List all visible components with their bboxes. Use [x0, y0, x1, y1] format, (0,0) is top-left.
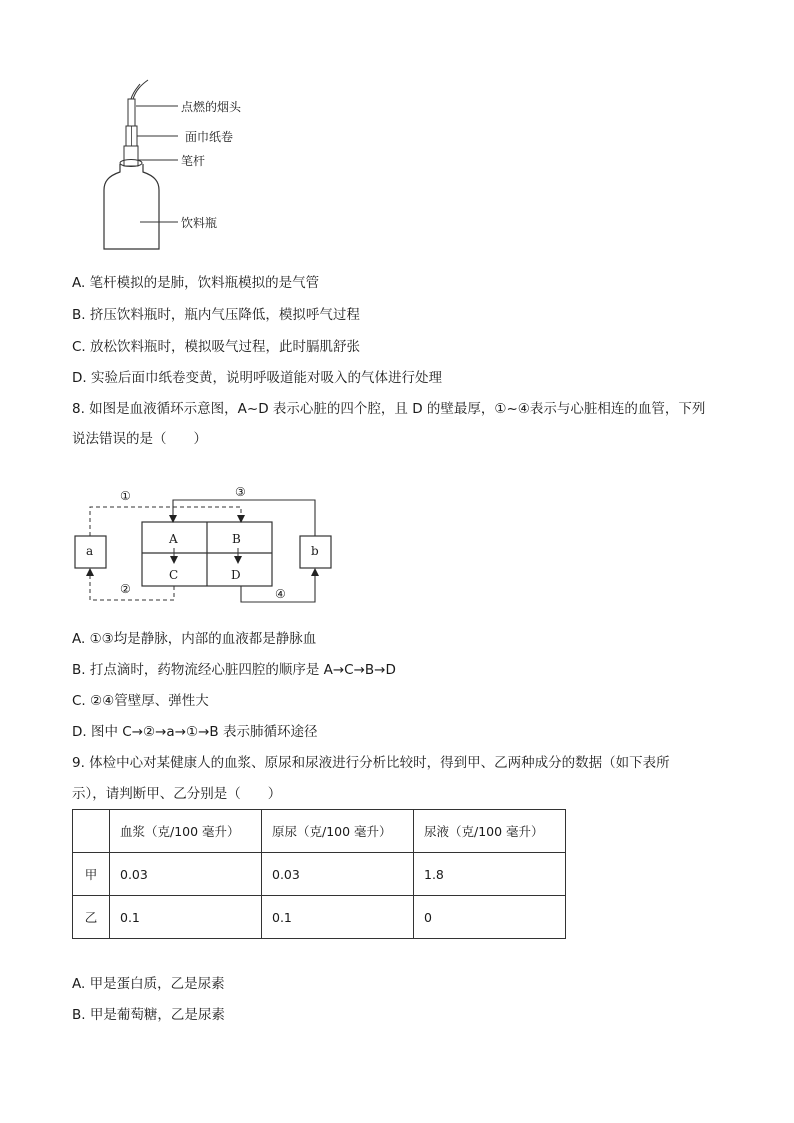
vessel-1-label: ① — [120, 489, 131, 503]
table-cell: 0 — [414, 896, 566, 939]
table-header-cell: 血浆（克/100 毫升） — [110, 810, 262, 853]
chamber-B: B — [232, 532, 241, 546]
label-tissue-roll: 面巾纸卷 — [185, 130, 234, 144]
vessel-3-label: ③ — [235, 485, 246, 499]
table-cell: 1.8 — [414, 853, 566, 896]
q8-option-b: B. 打点滴时，药物流经心脏四腔的顺序是 A→C→B→D — [72, 662, 396, 678]
q9-option-b: B. 甲是葡萄糖，乙是尿素 — [72, 1007, 225, 1023]
q7-option-d: D. 实验后面巾纸卷变黄，说明呼吸道能对吸入的气体进行处理 — [72, 370, 442, 386]
table-cell: 0.1 — [110, 896, 262, 939]
comparison-table — [72, 809, 566, 939]
label-pen-tube: 笔杆 — [181, 154, 206, 168]
q9-option-a: A. 甲是蛋白质，乙是尿素 — [72, 976, 225, 992]
table-cell: 乙 — [73, 896, 110, 939]
table-row — [73, 853, 566, 896]
q8-stem-line1: 8. 如图是血液循环示意图，A~D 表示心脏的四个腔，且 D 的壁最厚，①~④表示与心脏相连的血管，下列 — [72, 401, 706, 417]
table-cell: 甲 — [73, 853, 110, 896]
label-cigarette: 点燃的烟头 — [181, 100, 242, 114]
q8-option-d: D. 图中 C→②→a→①→B 表示肺循环途径 — [72, 724, 318, 740]
q9-stem-line2: 示），请判断甲、乙分别是（ ） — [72, 786, 282, 802]
table-cell: 0.03 — [262, 853, 414, 896]
q7-option-a: A. 笔杆模拟的是肺，饮料瓶模拟的是气管 — [72, 275, 320, 291]
q8-option-a: A. ①③均是静脉，内部的血液都是静脉血 — [72, 631, 317, 647]
table-header-cell: 尿液（克/100 毫升） — [414, 810, 566, 853]
table-cell: 0.1 — [262, 896, 414, 939]
chamber-A: A — [169, 532, 178, 546]
chamber-D: D — [231, 568, 241, 582]
q8-stem-line2: 说法错误的是（ ） — [72, 431, 207, 447]
label-bottle: 饮料瓶 — [181, 216, 218, 230]
node-a: a — [86, 544, 94, 558]
node-b: b — [311, 544, 319, 558]
table-header-cell: 原尿（克/100 毫升） — [262, 810, 414, 853]
vessel-4-label: ④ — [275, 587, 286, 601]
q7-option-b: B. 挤压饮料瓶时，瓶内气压降低，模拟呼气过程 — [72, 307, 360, 323]
table-header-row — [73, 810, 566, 853]
table-row — [73, 896, 566, 939]
chamber-C: C — [169, 568, 179, 582]
q7-option-c: C. 放松饮料瓶时，模拟吸气过程，此时膈肌舒张 — [72, 339, 361, 355]
vessel-2-label: ② — [120, 582, 131, 596]
q9-stem-line1: 9. 体检中心对某健康人的血浆、原尿和尿液进行分析比较时，得到甲、乙两种成分的数据（如下表所 — [72, 755, 670, 771]
q8-option-c: C. ②④管壁厚、弹性大 — [72, 693, 209, 709]
table-cell: 0.03 — [110, 853, 262, 896]
table-header-cell — [73, 810, 110, 853]
